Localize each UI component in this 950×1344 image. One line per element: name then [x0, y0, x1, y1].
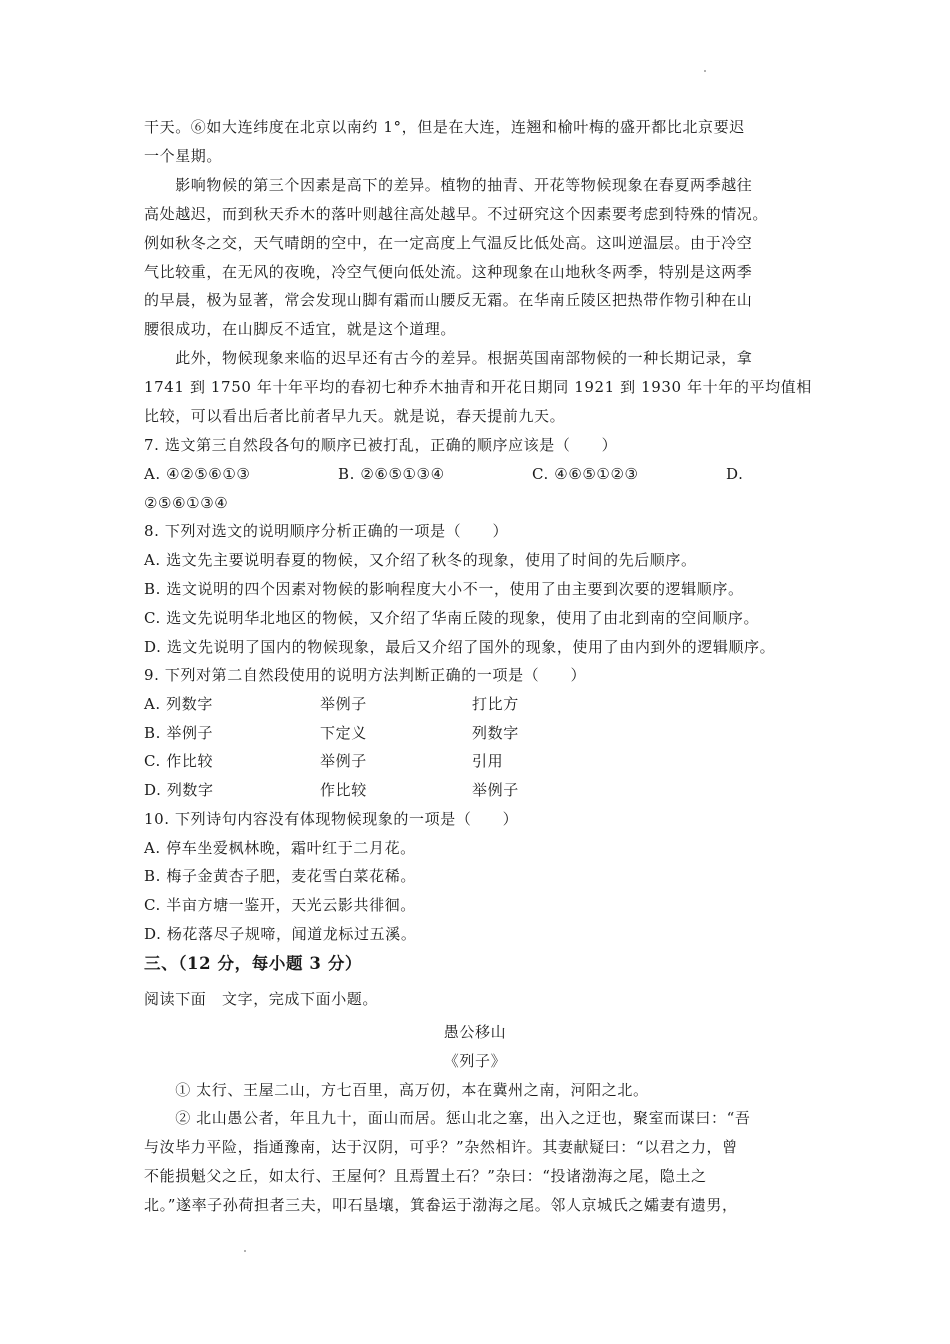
passage-line: 与汝毕力平险，指通豫南，达于汉阴，可乎？”杂然相许。其妻献疑曰：“以君之力，曾 [144, 1138, 738, 1156]
question-7-option-b: B. ②⑥⑤①③④ [338, 465, 445, 483]
question-9-option-cell: 打比方 [472, 695, 519, 713]
passage-line: 不能损魁父之丘，如太行、王屋何？且焉置土石？”杂曰：“投诸渤海之尾，隐土之 [144, 1167, 707, 1185]
passage-line: 比较，可以看出后者比前者早九天。就是说，春天提前九天。 [144, 407, 566, 425]
passage-title: 愚公移山 [443, 1023, 507, 1041]
question-10-option-a: A. 停车坐爱枫林晚，霜叶红于二月花。 [144, 839, 416, 857]
question-9-option-cell: 列数字 [472, 724, 519, 742]
question-7-option-a: A. ④②⑤⑥①③ [144, 465, 251, 483]
passage-line: 腰很成功，在山脚反不适宜，就是这个道理。 [144, 320, 457, 338]
question-9-option-cell: A. 列数字 [144, 695, 213, 713]
question-8-option-c: C. 选文先说明华北地区的物候，又介绍了华南丘陵的现象，使用了由北到南的空间顺序。 [144, 609, 760, 627]
question-9-option-cell: 举例子 [320, 752, 367, 770]
passage-author: 《列子》 [443, 1052, 507, 1070]
scan-dot [704, 70, 706, 72]
scan-dot [244, 1250, 246, 1252]
question-10-stem: 10. 下列诗句内容没有体现物候现象的一项是（ ） [144, 810, 519, 828]
question-7-option-d: ②⑤⑥①③④ [144, 494, 229, 512]
question-9-option-cell: 举例子 [320, 695, 367, 713]
question-8-stem: 8. 下列对选文的说明顺序分析正确的一项是（ ） [144, 522, 509, 540]
question-10-option-b: B. 梅子金黄杏子肥，麦花雪白菜花稀。 [144, 867, 416, 885]
passage-line: 例如秋冬之交，天气晴朗的空中，在一定高度上气温反比低处高。这叫逆温层。由于冷空 [144, 234, 753, 252]
question-9-option-cell: 下定义 [320, 724, 367, 742]
passage-line: 一个星期。 [144, 147, 223, 165]
question-7-stem: 7. 选文第三自然段各句的顺序已被打乱，正确的顺序应该是（ ） [144, 436, 618, 454]
question-10-option-d: D. 杨花落尽子规啼，闻道龙标过五溪。 [144, 925, 417, 943]
question-7-option-c: C. ④⑥⑤①②③ [532, 465, 639, 483]
question-9-option-cell: D. 列数字 [144, 781, 214, 799]
question-9-option-cell: 引用 [472, 752, 504, 770]
passage-line: ② 北山愚公者，年且九十，面山而居。惩山北之塞，出入之迂也，聚室而谋曰：“吾 [144, 1109, 751, 1127]
question-10-option-c: C. 半亩方塘一鉴开，天光云影共徘徊。 [144, 896, 416, 914]
question-9-option-cell: 举例子 [472, 781, 519, 799]
section-instruction: 阅读下面 文字，完成下面小题。 [144, 990, 379, 1008]
section-heading: 三、（12 分，每小题 3 分） [144, 954, 363, 973]
passage-line: 气比较重，在无风的夜晚，冷空气便向低处流。这种现象在山地秋冬两季，特别是这两季 [144, 263, 753, 281]
passage-line: ① 太行、王屋二山，方七百里，高万仞，本在冀州之南，河阳之北。 [144, 1081, 649, 1099]
question-8-option-b: B. 选文说明的四个因素对物候的影响程度大小不一，使用了由主要到次要的逻辑顺序。 [144, 580, 744, 598]
question-9-stem: 9. 下列对第二自然段使用的说明方法判断正确的一项是（ ） [144, 666, 587, 684]
passage-line: 北。”遂率子孙荷担者三夫，叩石垦壤，箕畚运于渤海之尾。邻人京城氏之孀妻有遗男， [144, 1196, 738, 1214]
question-7-option-d-label: D. [726, 465, 744, 483]
passage-line: 高处越迟，而到秋天乔木的落叶则越往高处越早。不过研究这个因素要考虑到特殊的情况。 [144, 205, 769, 223]
question-9-option-cell: 作比较 [320, 781, 367, 799]
passage-line: 此外，物候现象来临的迟早还有古今的差异。根据英国南部物候的一种长期记录，拿 [144, 349, 753, 367]
passage-line: 的早晨，极为显著，常会发现山脚有霜而山腰反无霜。在华南丘陵区把热带作物引种在山 [144, 291, 753, 309]
question-8-option-d: D. 选文先说明了国内的物候现象，最后又介绍了国外的现象，使用了由内到外的逻辑顺序。 [144, 638, 776, 656]
question-9-option-cell: C. 作比较 [144, 752, 214, 770]
passage-line: 影响物候的第三个因素是高下的差异。植物的抽青、开花等物候现象在春夏两季越往 [144, 176, 753, 194]
question-9-option-cell: B. 举例子 [144, 724, 214, 742]
passage-line: 干天。⑥如大连纬度在北京以南约 1°，但是在大连，连翘和榆叶梅的盛开都比北京要迟 [144, 118, 745, 136]
question-8-option-a: A. 选文先主要说明春夏的物候，又介绍了秋冬的现象，使用了时间的先后顺序。 [144, 551, 697, 569]
passage-line: 1741 到 1750 年十年平均的春初七种乔木抽青和开花日期同 1921 到 1930 年十年的平均值相 [144, 378, 812, 396]
